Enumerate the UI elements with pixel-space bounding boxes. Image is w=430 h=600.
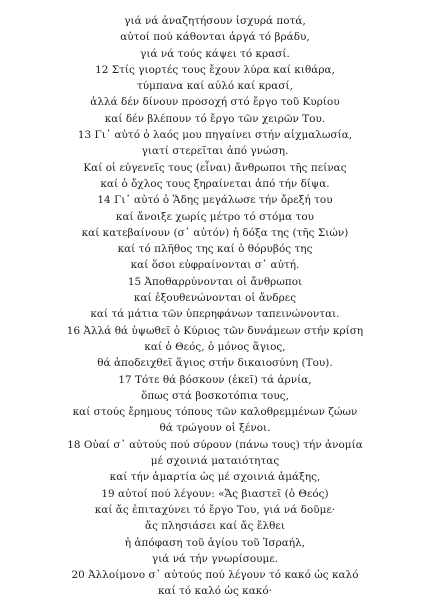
text-line: τύμπανα καί αὐλό καί κρασί,: [137, 80, 293, 93]
text-line: ἀλλά δέν δίνουν προσοχή στό ἔργο τοῦ Κυρίου: [90, 96, 340, 109]
text-line: καί τά μάτια τῶν ὑπερηφάνων ταπεινώνονται.: [90, 308, 340, 321]
text-line: Καί οἱ εὐγενεῖς τους (εἶναι) ἄνθρωποι τῆς πείνας: [83, 161, 347, 174]
text-line: καί τό πλῆθος της καί ὁ θόρυβός της: [117, 243, 313, 256]
text-line: 13 Γι᾽ αὐτό ὁ λαός μου πηγαίνει στήν αἰχμαλωσία,: [77, 129, 353, 142]
text-line: 20 Ἀλλοίμονο σ᾽ αὐτούς πού λέγουν τό κακό ὡς καλό: [71, 569, 359, 582]
text-line: ὅπως στά βοσκοτόπια τους,: [141, 389, 289, 402]
text-line: 15 Ἀποθαρρύνονται οἱ ἄνθρωποι: [127, 275, 303, 288]
text-line: θά ἀποδειχθεῖ ἅγιος στήν δικαιοσύνη (Του).: [97, 357, 333, 370]
text-line: μέ σχοινιά ματαιότητας: [150, 455, 280, 468]
text-line: 18 Οὐαί σ᾽ αὐτούς πού σύρουν (πάνω τους) τήν ἀνομία: [67, 438, 363, 451]
text-line: 14 Γι᾽ αὐτό ὁ Ἅδης μεγάλωσε τήν ὄρεξή του: [97, 194, 333, 207]
text-line: καί ὁ ὄχλος τους ξηραίνεται ἀπό τήν δίψα.: [100, 177, 330, 190]
text-line: καί ὅσοι εὐφραίνονται σ᾽ αὐτή.: [130, 259, 300, 272]
text-line: 19 αὐτοί πού λέγουν: «Ἄς βιαστεῖ (ὁ Θεός): [101, 487, 329, 500]
text-line: γιά νά ἀναζητήσουν ἰσχυρά ποτά,: [124, 15, 306, 27]
text-line: 17 Τότε θά βόσκουν (ἐκεῖ) τά ἀρνία,: [118, 373, 312, 386]
scripture-text: [20, 13, 410, 600]
text-line: καί ὁ Θεός, ὁ μόνος ἅγιος,: [144, 340, 286, 353]
text-line: γιά νά τήν γνωρίσουμε.: [151, 552, 279, 565]
text-line: 12 Στίς γιορτές τους ἔχουν λύρα καί κιθάρα,: [95, 63, 335, 76]
text-line: θά τρώγουν οἱ ξένοι.: [159, 422, 271, 435]
text-line: αὐτοί πού κάθονται ἀργά τό βράδυ,: [120, 31, 310, 44]
text-line: καί ἄς ἐπιταχύνει τό ἔργο Του, γιά νά δοῦμε·: [94, 503, 336, 516]
text-line: καί τό καλό ὡς κακό·: [157, 585, 272, 598]
text-line: γιατί στερεῖται ἀπό γνώση.: [141, 145, 289, 158]
text-line: καί κατεβαίνουν (σ᾽ αὐτόν) ἡ δόξα της (τῆς Σιών): [81, 226, 349, 239]
text-line: καί τήν ἁμαρτία ὡς μέ σχοινιά ἁμάξης,: [109, 471, 321, 484]
text-line: καί ἐξουθενώνονται οἱ ἄνδρες: [133, 292, 297, 305]
text-line: ἄς πλησιάσει καί ἄς ἔλθει: [145, 520, 285, 533]
text-line: καί στούς ἔρημους τόπους τῶν καλοθρεμμένων ζώων: [72, 406, 358, 419]
text-line: 16 Ἀλλά θά ὑψωθεῖ ὁ Κύριος τῶν δυνάμεων στήν κρίση: [66, 324, 364, 337]
text-line: καί δέν βλέπουν τό ἔργο τῶν χειρῶν Του.: [104, 112, 326, 125]
text-line: καί ἄνοιξε χωρίς μέτρο τό στόμα του: [115, 210, 315, 223]
text-line: γιά νά τούς κάψει τό κρασί.: [140, 47, 290, 60]
text-line: ἡ ἀπόφαση τοῦ ἁγίου τοῦ Ἰσραήλ,: [124, 536, 306, 549]
